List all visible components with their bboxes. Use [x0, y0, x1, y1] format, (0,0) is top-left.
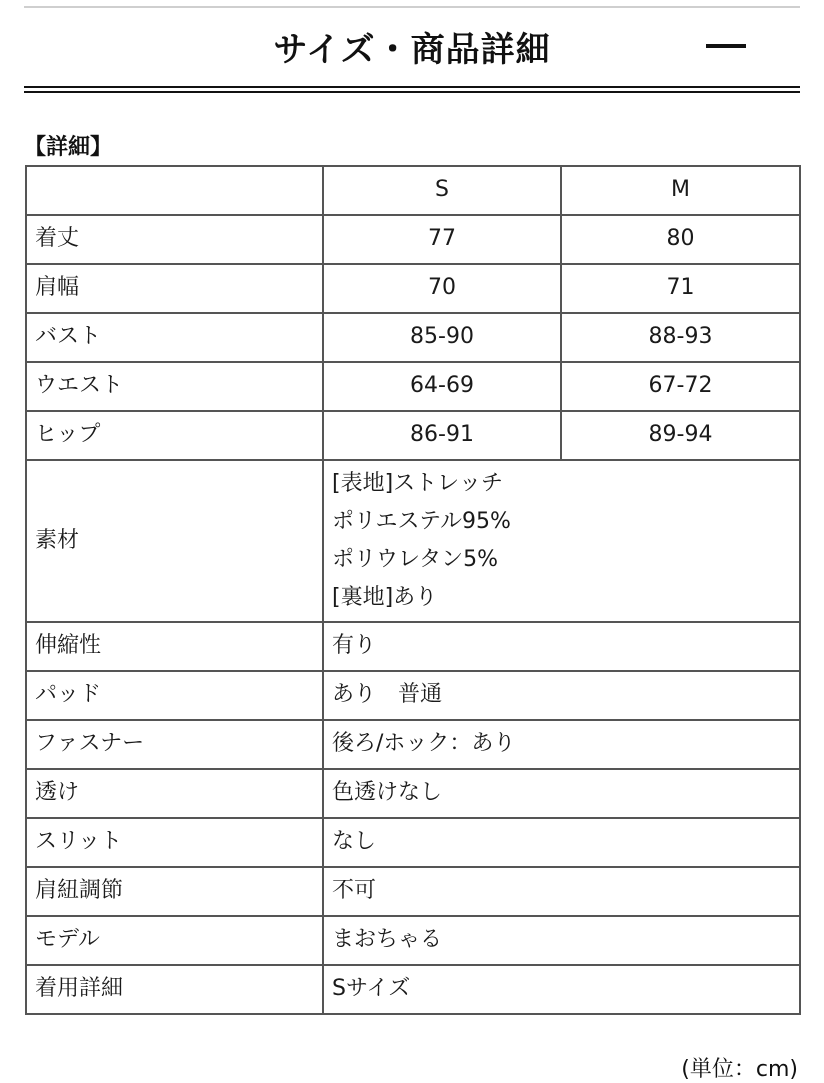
- row-label: 肩幅: [26, 264, 323, 313]
- minus-icon[interactable]: [706, 44, 746, 48]
- detail-value: まおちゃる: [323, 916, 800, 965]
- detail-row-slit: [26, 818, 800, 867]
- row-label: 素材: [26, 460, 323, 622]
- detail-row-strap: [26, 867, 800, 916]
- size-row-waist: [26, 362, 800, 411]
- size-s-value: 77: [323, 215, 561, 264]
- header-divider-lower: [24, 91, 800, 93]
- unit-note: (単位：cm): [681, 1057, 798, 1082]
- size-s-value: 70: [323, 264, 561, 313]
- size-m-value: 80: [561, 215, 800, 264]
- top-divider: [24, 6, 800, 8]
- size-m-value: 67-72: [561, 362, 800, 411]
- size-row-bust: [26, 313, 800, 362]
- detail-row-pad: [26, 671, 800, 720]
- column-header-s: S: [323, 166, 561, 215]
- detail-value: 有り: [323, 622, 800, 671]
- row-label: ウエスト: [26, 362, 323, 411]
- column-header-empty: [26, 166, 323, 215]
- row-label: バスト: [26, 313, 323, 362]
- size-header-row: [26, 166, 800, 215]
- detail-value: Sサイズ: [323, 965, 800, 1014]
- row-label: モデル: [26, 916, 323, 965]
- row-label: 伸縮性: [26, 622, 323, 671]
- size-s-value: 86-91: [323, 411, 561, 460]
- detail-row-model: [26, 916, 800, 965]
- detail-value: あり 普通: [323, 671, 800, 720]
- size-m-value: 71: [561, 264, 800, 313]
- row-label: ファスナー: [26, 720, 323, 769]
- row-label: 着丈: [26, 215, 323, 264]
- detail-row-worn-size: [26, 965, 800, 1014]
- section-title: サイズ・商品詳細: [273, 30, 551, 70]
- size-m-value: 88-93: [561, 313, 800, 362]
- section-header[interactable]: [0, 0, 824, 96]
- size-s-value: 85-90: [323, 313, 561, 362]
- detail-value: 不可: [323, 867, 800, 916]
- header-divider-upper: [24, 86, 800, 88]
- size-row-hip: [26, 411, 800, 460]
- material-line: [裏地]あり: [332, 585, 438, 610]
- detail-row-zipper: [26, 720, 800, 769]
- spec-table: [25, 165, 801, 1015]
- size-row-length: [26, 215, 800, 264]
- detail-row-stretch: [26, 622, 800, 671]
- size-s-value: 64-69: [323, 362, 561, 411]
- row-label: スリット: [26, 818, 323, 867]
- row-label: パッド: [26, 671, 323, 720]
- detail-value: なし: [323, 818, 800, 867]
- size-m-value: 89-94: [561, 411, 800, 460]
- detail-value: 色透けなし: [323, 769, 800, 818]
- material-row: [26, 460, 800, 622]
- row-label: 透け: [26, 769, 323, 818]
- row-label: 肩紐調節: [26, 867, 323, 916]
- detail-value: 後ろ/ホック：あり: [323, 720, 800, 769]
- material-value: [323, 460, 800, 622]
- material-line: [表地]ストレッチ: [332, 471, 503, 496]
- size-row-shoulder: [26, 264, 800, 313]
- details-label: 【詳細】: [24, 135, 113, 160]
- column-header-m: M: [561, 166, 800, 215]
- material-line: ポリウレタン5%: [332, 547, 499, 572]
- detail-row-sheerness: [26, 769, 800, 818]
- material-line: ポリエステル95%: [332, 509, 511, 534]
- row-label: 着用詳細: [26, 965, 323, 1014]
- row-label: ヒップ: [26, 411, 323, 460]
